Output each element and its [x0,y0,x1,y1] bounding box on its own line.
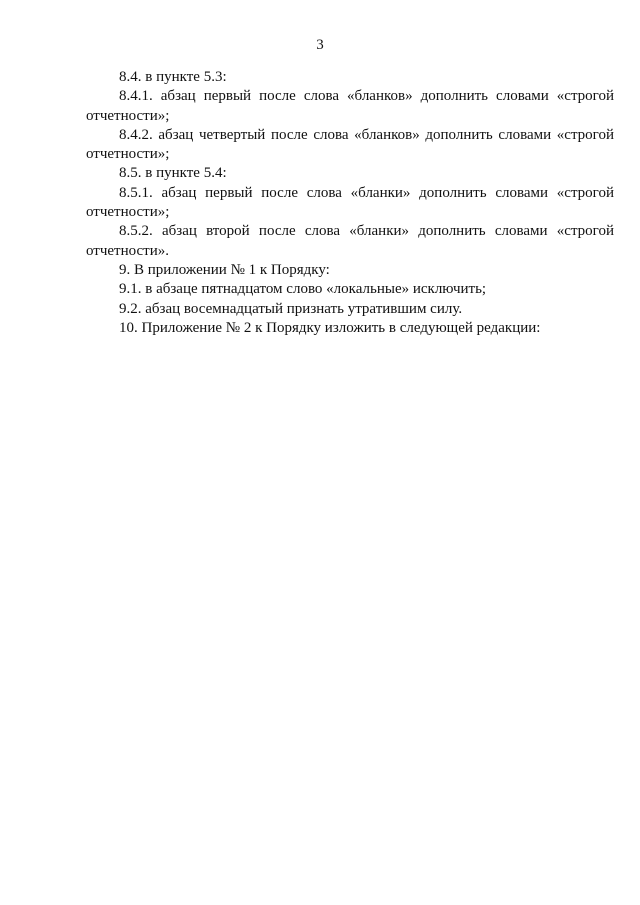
document-body [86,68,614,338]
paragraph-8-4-2: 8.4.2. абзац четвертый после слова «бланков» дополнить словами «строгой отчетности»; [86,126,614,163]
paragraph-10: 10. Приложение № 2 к Порядку изложить в следующей редакции: [119,319,541,336]
paragraph-8-4: 8.4. в пункте 5.3: [119,69,227,85]
paragraph-9: 9. В приложении № 1 к Порядку: [119,261,330,278]
paragraph-9-2: 9.2. абзац восемнадцатый признать утратившим силу. [119,300,463,317]
paragraph-9-1: 9.1. в абзаце пятнадцатом слово «локальные» исключить; [119,281,487,298]
paragraph-8-5: 8.5. в пункте 5.4: [119,165,227,182]
page-number: 3 [316,37,324,53]
paragraph-8-5-1: 8.5.1. абзац первый после слова «бланки» дополнить словами «строгой отчетности»; [86,184,614,221]
paragraph-8-4-1: 8.4.1. абзац первый после слова «бланков» дополнить словами «строгой отчетности»; [86,88,614,124]
paragraph-8-5-2: 8.5.2. абзац второй после слова «бланки» дополнить словами «строгой отчетности». [86,223,614,259]
